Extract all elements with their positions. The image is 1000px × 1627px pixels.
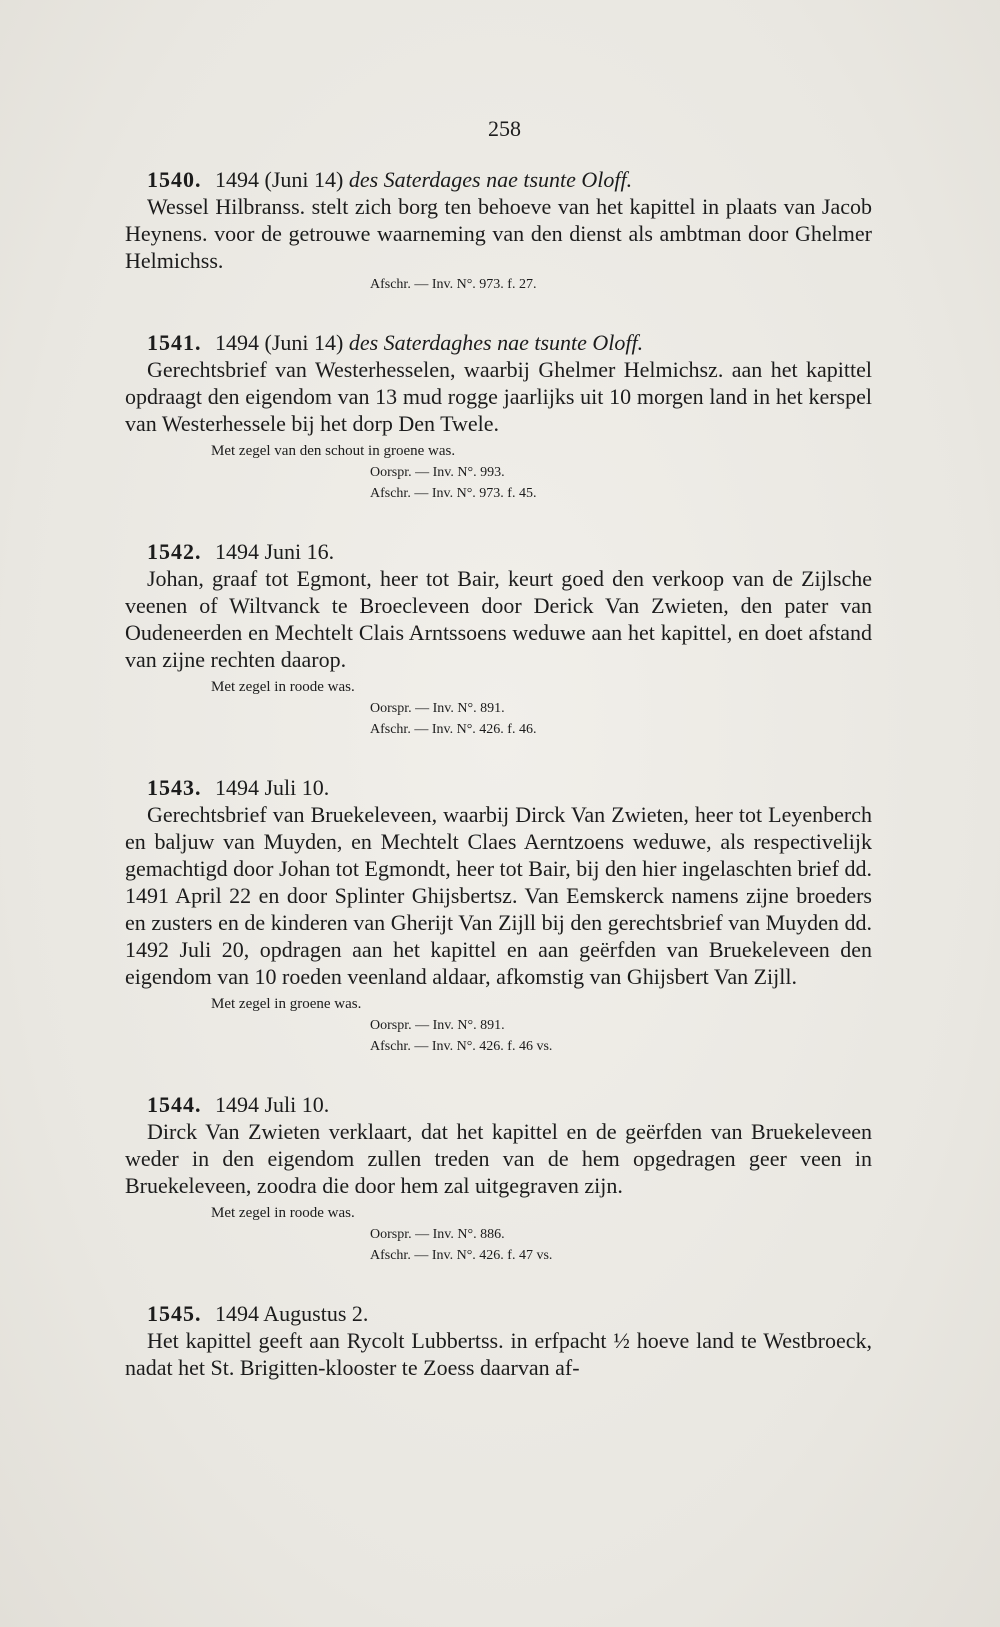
entry-date: 1494 Juni 16.: [215, 539, 335, 564]
entry-number: 1543.: [147, 775, 202, 800]
entry-references: [125, 1015, 872, 1057]
entry-text: Dirck Van Zwieten verklaart, dat het kapittel en de geërfden van Bruekeleveen weder in den eigendom zullen treden van de hem opgedragen geer veen in Bruekeleveen, zoodra die door hem zal uitgegraven zijn.: [125, 1119, 872, 1198]
entry-heading: [125, 1300, 872, 1327]
seal-note: Met zegel van den schout in groene was.: [211, 443, 456, 459]
entry-heading: [125, 166, 872, 193]
seal-note: Met zegel in roode was.: [211, 679, 355, 695]
entry-heading: [125, 774, 872, 801]
entry-references: [125, 698, 872, 740]
reference-line: Oorspr. — Inv. N°. 993.: [370, 465, 505, 480]
entry-text: Wessel Hilbranss. stelt zich borg ten behoeve van het kapittel in plaats van Jacob Heynens. voor de getrouwe waarneming van den dienst als ambtman door Ghelmer Helmichss.: [125, 194, 872, 273]
reference-line: Afschr. — Inv. N°. 426. f. 46.: [370, 722, 537, 737]
entry-references: [125, 1224, 872, 1266]
reference-line: Afschr. — Inv. N°. 973. f. 45.: [370, 486, 537, 501]
entry-text: Het kapittel geeft aan Rycolt Lubbertss. in erfpacht ½ hoeve land te Westbroeck, nadat het St. Brigitten-klooster te Zoess daarvan af-: [125, 1328, 872, 1380]
entry-number: 1545.: [147, 1301, 202, 1326]
entry-date: 1494 Juli 10.: [215, 1092, 330, 1117]
entry-text: Gerechtsbrief van Westerhesselen, waarbij Ghelmer Helmichsz. aan het kapittel opdraagt den eigendom van 13 mud rogge jaarlijks uit 10 morgen land in het kerspel van Westerhessele bij het dorp Den Twele.: [125, 357, 872, 436]
entry-references: [125, 274, 872, 295]
reference-line: Afschr. — Inv. N°. 426. f. 46 vs.: [370, 1039, 553, 1054]
entry-1544: [125, 1091, 872, 1266]
reference-line: Afschr. — Inv. N°. 426. f. 47 vs.: [370, 1248, 553, 1263]
entry-date: 1494 (Juni 14): [215, 330, 344, 355]
entry-number: 1544.: [147, 1092, 202, 1117]
reference-line: Afschr. — Inv. N°. 973. f. 27.: [370, 277, 537, 292]
entry-1541: [125, 329, 872, 504]
entry-number: 1540.: [147, 167, 202, 192]
entry-place: des Saterdages nae tsunte Oloff.: [348, 167, 633, 192]
seal-note: Met zegel in roode was.: [211, 1205, 355, 1221]
entry-date: 1494 Juli 10.: [215, 775, 330, 800]
entry-date: 1494 Augustus 2.: [215, 1301, 369, 1326]
entry-1542: [125, 538, 872, 740]
entry-1545: [125, 1300, 872, 1381]
entry-text: Johan, graaf tot Egmont, heer tot Bair, keurt goed den verkoop van de Zijlsche veenen of Wiltvanck te Broecleveen door Derick Van Zwieten, den pater van Oudeneerden en Mechtelt Clais Arntssoens weduwe aan het kapittel, en doet afstand van zijne rechten daarop.: [125, 566, 872, 672]
reference-line: Oorspr. — Inv. N°. 891.: [370, 701, 505, 716]
entry-heading: [125, 1091, 872, 1118]
entry-text: Gerechtsbrief van Bruekeleveen, waarbij Dirck Van Zwieten, heer tot Leyenberch en baljuw van Muyden, en Mechtelt Claes Aerntzoens weduwe, als respectivelijk gemachtigd door Johan tot Egmondt, heer tot Bair, bij den hier ingelaschten brief dd. 1491 April 22 en door Splinter Ghijsbertsz. Van Eemskerck namens zijne broeders en zusters en de kinderen van Gherijt Van Zijll bij den gerechtsbrief van Muyden dd. 1492 Juli 20, opdragen aan het kapittel en aan geërfden van Bruekeleveen den eigendom van 10 roeden veenland aldaar, afkomstig van Ghijsbert Van Zijll.: [125, 802, 872, 989]
entry-date: 1494 (Juni 14): [215, 167, 344, 192]
entry-number: 1542.: [147, 539, 202, 564]
reference-line: Oorspr. — Inv. N°. 886.: [370, 1227, 505, 1242]
entry-heading: [125, 329, 872, 356]
entry-place: des Saterdaghes nae tsunte Oloff.: [348, 330, 644, 355]
entry-1543: [125, 774, 872, 1057]
entry-1540: [125, 166, 872, 295]
seal-note: Met zegel in groene was.: [211, 996, 362, 1012]
entry-heading: [125, 538, 872, 565]
reference-line: Oorspr. — Inv. N°. 891.: [370, 1018, 505, 1033]
entry-number: 1541.: [147, 330, 202, 355]
page-number: 258: [488, 116, 521, 141]
entry-references: [125, 462, 872, 504]
